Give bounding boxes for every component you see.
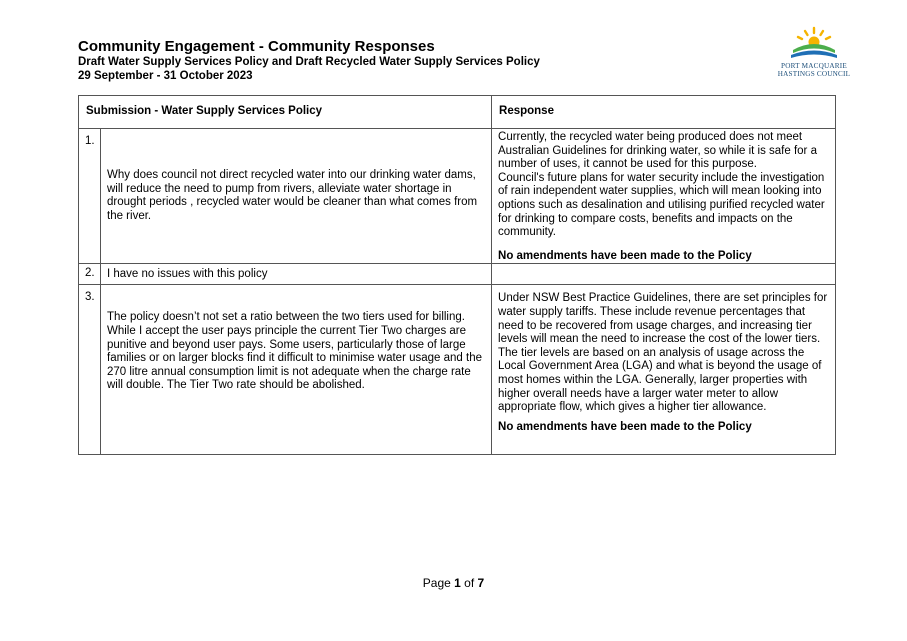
submission-text: I have no issues with this policy [101,264,492,285]
row-number: 3. [79,285,101,455]
response-paragraph: Council's future plans for water security include the investigation of rain independent water supplies, which will mean looking into options such as desalination and utilising purified recycled water for drinking to compare costs, benefits and impacts on the community. [498,171,825,239]
sun-waves-logo-icon [785,26,843,62]
amendment-note: No amendments have been made to the Policy [498,249,752,262]
response-paragraph: Currently, the recycled water being produced does not meet Australian Guidelines for drinking water, so while it is safe for a number of uses, it cannot be used for this purpose. [498,131,817,171]
current-page: 1 [454,576,461,590]
submission-text: The policy doesn’t not set a ratio between the two tiers used for billing. While I accept the user pays principle the current Tier Two charges are punitive and beyond user pays. Some users, particularly those of large families or on larger blocks find it difficult to minimise water usage and the 270 litre annual consumption limit is not adequate when the charge rate will double. The Tier Two rate should be abolished. [101,285,492,455]
page-subtitle: Draft Water Supply Services Policy and Draft Recycled Water Supply Services Policy [78,56,540,68]
page-footer [0,576,907,590]
table-header-row [79,96,836,129]
response-cell [492,129,836,264]
row-number: 2. [79,264,101,285]
response-paragraph: Under NSW Best Practice Guidelines, there are set principles for water supply tariffs. These include revenue percentages that need to be recovered from usage charges, and increasing tier levels will mean the need to increase the cost of the lower tiers. The tier levels are based on an analysis of usage across the Local Government Area (LGA) and what is beyond the usage of most homes within the LGA. Generally, larger properties with higher overall needs have a larger water meter to allow appropriate flow, which gives a higher tier allowance. [498,292,828,414]
response-column-header: Response [492,96,836,129]
logo-line-1: PORT MACQUARIE [781,62,847,70]
row-number: 1. [79,129,101,264]
submission-text: Why does council not direct recycled water into our drinking water dams, will reduce the need to pump from rivers, alleviate water shortage in drought periods , recycled water would be cleaner than what comes from the river. [101,129,492,264]
total-pages: 7 [477,576,485,590]
table-row [79,285,836,455]
table-row [79,129,836,264]
logo-line-2: HASTINGS COUNCIL [777,70,851,78]
document-header [78,38,718,83]
table-row [79,264,836,285]
page-word: Page [422,576,451,590]
council-logo [772,26,856,90]
page-title: Community Engagement - Community Responses [78,38,435,55]
submission-column-header: Submission - Water Supply Services Policy [79,96,492,129]
of-word: of [464,576,475,590]
response-cell [492,285,836,455]
amendment-note: No amendments have been made to the Policy [498,420,752,433]
consultation-dates: 29 September - 31 October 2023 [78,70,253,82]
response-cell-empty [492,264,836,285]
submissions-table [78,95,836,455]
